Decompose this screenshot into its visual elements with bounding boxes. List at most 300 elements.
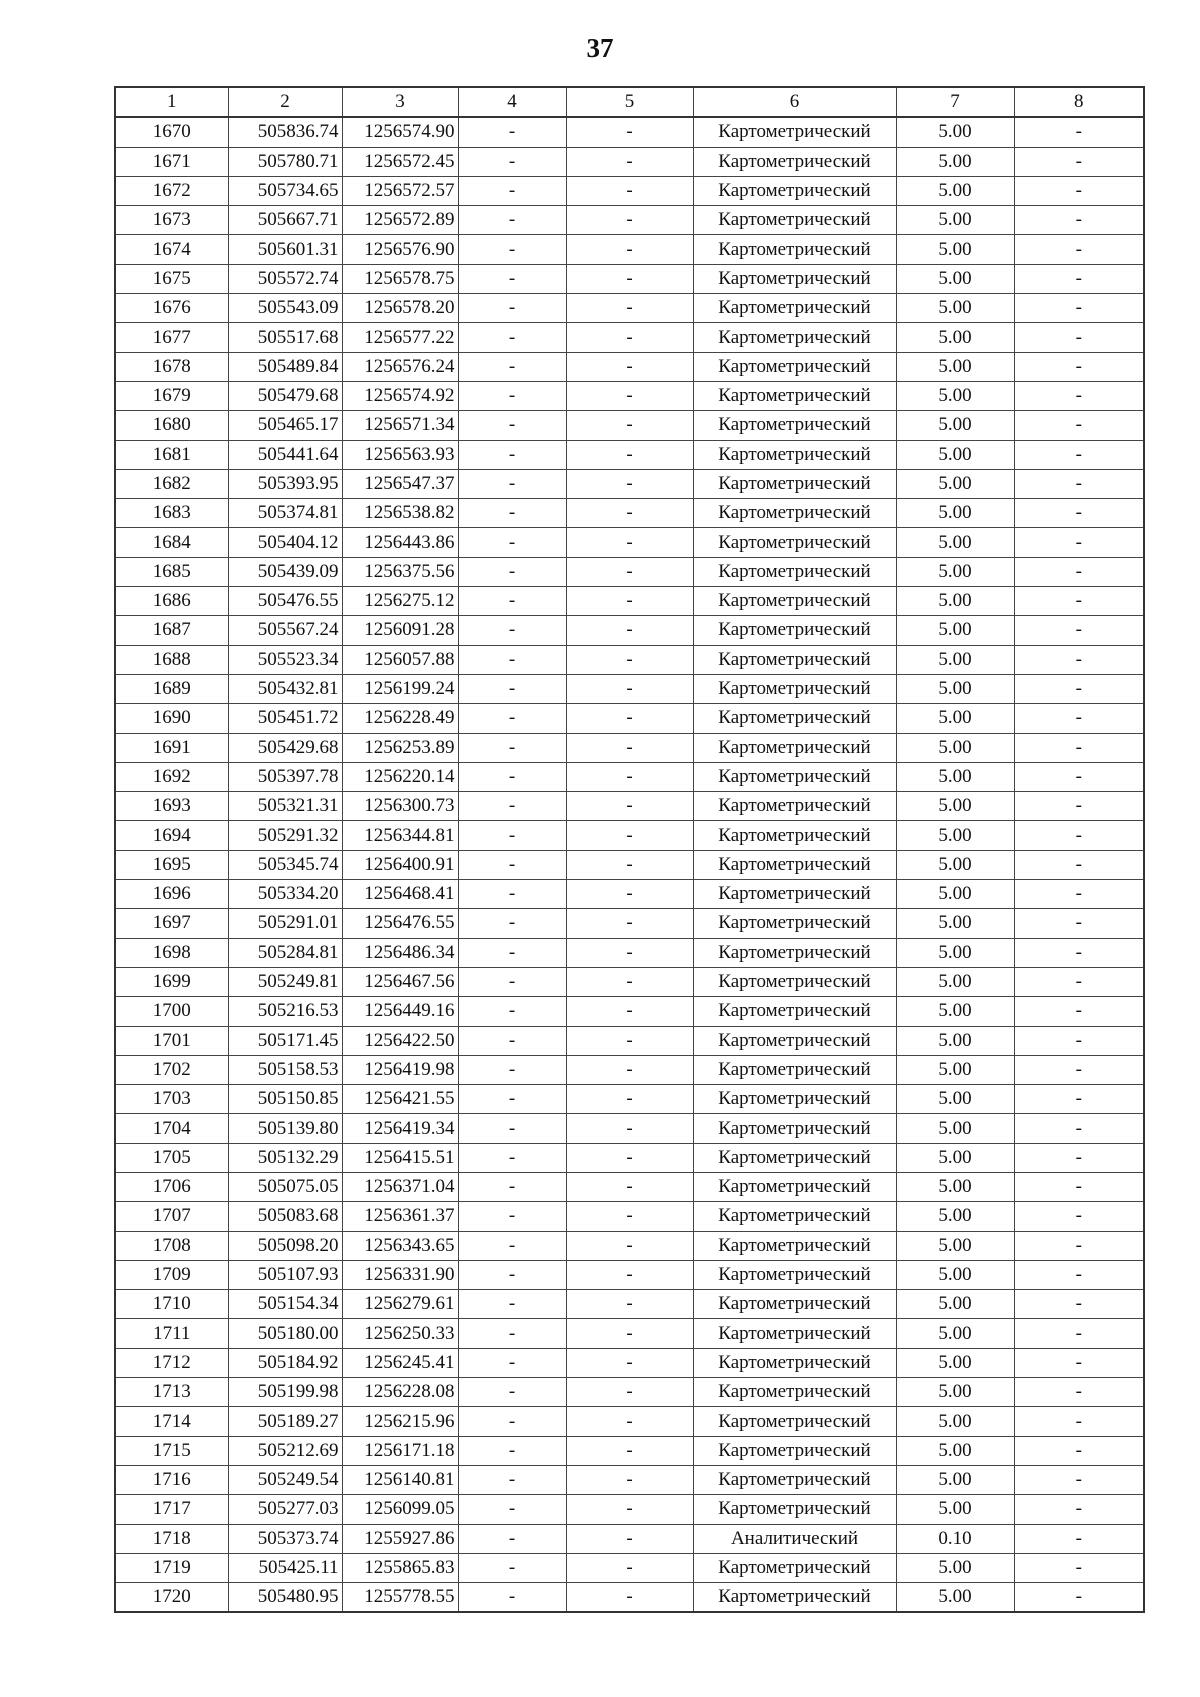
accuracy-cell: 5.00 <box>896 1085 1014 1114</box>
col-8-value-cell: - <box>1014 499 1144 528</box>
point-number-cell: 1673 <box>115 206 228 235</box>
method-cell: Картометрический <box>693 323 896 352</box>
col-5-value-cell: - <box>566 1172 693 1201</box>
method-cell: Картометрический <box>693 792 896 821</box>
col-4-value-cell: - <box>458 909 566 938</box>
point-number-cell: 1677 <box>115 323 228 352</box>
table-row <box>115 147 1144 176</box>
col-5-value-cell: - <box>566 1378 693 1407</box>
y-coordinate-cell: 1256572.57 <box>342 176 458 205</box>
y-coordinate-cell: 1256572.45 <box>342 147 458 176</box>
accuracy-cell: 5.00 <box>896 411 1014 440</box>
x-coordinate-cell: 505404.12 <box>228 528 342 557</box>
point-number-cell: 1697 <box>115 909 228 938</box>
col-4-value-cell: - <box>458 440 566 469</box>
col-4-value-cell: - <box>458 1143 566 1172</box>
x-coordinate-cell: 505150.85 <box>228 1085 342 1114</box>
col-8-value-cell: - <box>1014 645 1144 674</box>
col-5-value-cell: - <box>566 674 693 703</box>
method-cell: Картометрический <box>693 117 896 147</box>
method-cell: Картометрический <box>693 1114 896 1143</box>
x-coordinate-cell: 505277.03 <box>228 1495 342 1524</box>
col-5-value-cell: - <box>566 1524 693 1553</box>
method-cell: Картометрический <box>693 1231 896 1260</box>
col-5-value-cell: - <box>566 1436 693 1465</box>
accuracy-cell: 5.00 <box>896 440 1014 469</box>
col-5-value-cell: - <box>566 850 693 879</box>
table-row <box>115 909 1144 938</box>
y-coordinate-cell: 1256571.34 <box>342 411 458 440</box>
x-coordinate-cell: 505601.31 <box>228 235 342 264</box>
x-coordinate-cell: 505291.01 <box>228 909 342 938</box>
y-coordinate-cell: 1256361.37 <box>342 1202 458 1231</box>
x-coordinate-cell: 505373.74 <box>228 1524 342 1553</box>
col-5-value-cell: - <box>566 1055 693 1084</box>
col-5-value-cell: - <box>566 762 693 791</box>
accuracy-cell: 5.00 <box>896 1583 1014 1613</box>
accuracy-cell: 5.00 <box>896 645 1014 674</box>
accuracy-cell: 5.00 <box>896 587 1014 616</box>
method-cell: Картометрический <box>693 1172 896 1201</box>
table-row <box>115 469 1144 498</box>
col-8-value-cell: - <box>1014 469 1144 498</box>
point-number-cell: 1676 <box>115 294 228 323</box>
method-cell: Картометрический <box>693 1202 896 1231</box>
y-coordinate-cell: 1256572.89 <box>342 206 458 235</box>
method-cell: Картометрический <box>693 821 896 850</box>
y-coordinate-cell: 1256215.96 <box>342 1407 458 1436</box>
method-cell: Картометрический <box>693 1319 896 1348</box>
col-8-value-cell: - <box>1014 821 1144 850</box>
x-coordinate-cell: 505107.93 <box>228 1260 342 1289</box>
col-8-value-cell: - <box>1014 1407 1144 1436</box>
col-5-value-cell: - <box>566 1319 693 1348</box>
table-row <box>115 206 1144 235</box>
point-number-cell: 1699 <box>115 967 228 996</box>
method-cell: Картометрический <box>693 762 896 791</box>
method-cell: Картометрический <box>693 616 896 645</box>
y-coordinate-cell: 1256279.61 <box>342 1290 458 1319</box>
accuracy-cell: 5.00 <box>896 1172 1014 1201</box>
x-coordinate-cell: 505083.68 <box>228 1202 342 1231</box>
accuracy-cell: 5.00 <box>896 1055 1014 1084</box>
point-number-cell: 1698 <box>115 938 228 967</box>
point-number-cell: 1696 <box>115 880 228 909</box>
accuracy-cell: 5.00 <box>896 1495 1014 1524</box>
accuracy-cell: 5.00 <box>896 147 1014 176</box>
col-4-value-cell: - <box>458 1553 566 1582</box>
x-coordinate-cell: 505836.74 <box>228 117 342 147</box>
point-number-cell: 1718 <box>115 1524 228 1553</box>
col-8-value-cell: - <box>1014 1348 1144 1377</box>
point-number-cell: 1710 <box>115 1290 228 1319</box>
table-row <box>115 1172 1144 1201</box>
col-8-value-cell: - <box>1014 117 1144 147</box>
point-number-cell: 1683 <box>115 499 228 528</box>
accuracy-cell: 5.00 <box>896 997 1014 1026</box>
y-coordinate-cell: 1256577.22 <box>342 323 458 352</box>
point-number-cell: 1692 <box>115 762 228 791</box>
table-row <box>115 880 1144 909</box>
point-number-cell: 1709 <box>115 1260 228 1289</box>
col-4-value-cell: - <box>458 850 566 879</box>
y-coordinate-cell: 1256228.08 <box>342 1378 458 1407</box>
col-8-value-cell: - <box>1014 587 1144 616</box>
accuracy-cell: 5.00 <box>896 1553 1014 1582</box>
col-4-value-cell: - <box>458 469 566 498</box>
y-coordinate-cell: 1255778.55 <box>342 1583 458 1613</box>
accuracy-cell: 5.00 <box>896 176 1014 205</box>
x-coordinate-cell: 505441.64 <box>228 440 342 469</box>
method-cell: Картометрический <box>693 704 896 733</box>
table-row <box>115 411 1144 440</box>
col-5-value-cell: - <box>566 469 693 498</box>
col-8-value-cell: - <box>1014 850 1144 879</box>
col-8-value-cell: - <box>1014 147 1144 176</box>
accuracy-cell: 5.00 <box>896 381 1014 410</box>
x-coordinate-cell: 505479.68 <box>228 381 342 410</box>
y-coordinate-cell: 1256578.75 <box>342 264 458 293</box>
method-cell: Картометрический <box>693 469 896 498</box>
method-cell: Картометрический <box>693 733 896 762</box>
x-coordinate-cell: 505425.11 <box>228 1553 342 1582</box>
col-5-value-cell: - <box>566 235 693 264</box>
method-cell: Картометрический <box>693 264 896 293</box>
table-row <box>115 117 1144 147</box>
col-8-value-cell: - <box>1014 1465 1144 1494</box>
col-4-value-cell: - <box>458 1026 566 1055</box>
x-coordinate-cell: 505429.68 <box>228 733 342 762</box>
point-number-cell: 1682 <box>115 469 228 498</box>
y-coordinate-cell: 1256421.55 <box>342 1085 458 1114</box>
col-5-value-cell: - <box>566 821 693 850</box>
table-row <box>115 1085 1144 1114</box>
accuracy-cell: 0.10 <box>896 1524 1014 1553</box>
method-cell: Картометрический <box>693 1495 896 1524</box>
accuracy-cell: 5.00 <box>896 1143 1014 1172</box>
col-4-value-cell: - <box>458 352 566 381</box>
accuracy-cell: 5.00 <box>896 117 1014 147</box>
method-cell: Картометрический <box>693 880 896 909</box>
y-coordinate-cell: 1256486.34 <box>342 938 458 967</box>
col-5-value-cell: - <box>566 587 693 616</box>
col-4-value-cell: - <box>458 557 566 586</box>
table-row <box>115 1495 1144 1524</box>
method-cell: Картометрический <box>693 294 896 323</box>
col-8-value-cell: - <box>1014 616 1144 645</box>
y-coordinate-cell: 1256563.93 <box>342 440 458 469</box>
x-coordinate-cell: 505476.55 <box>228 587 342 616</box>
col-4-value-cell: - <box>458 1202 566 1231</box>
table-body <box>115 117 1144 1612</box>
accuracy-cell: 5.00 <box>896 1202 1014 1231</box>
y-coordinate-cell: 1256415.51 <box>342 1143 458 1172</box>
accuracy-cell: 5.00 <box>896 1290 1014 1319</box>
col-8-value-cell: - <box>1014 1172 1144 1201</box>
table-row <box>115 557 1144 586</box>
y-coordinate-cell: 1256574.92 <box>342 381 458 410</box>
table-row <box>115 1583 1144 1613</box>
col-4-value-cell: - <box>458 1495 566 1524</box>
col-5-value-cell: - <box>566 1495 693 1524</box>
method-cell: Картометрический <box>693 1583 896 1613</box>
col-4-value-cell: - <box>458 176 566 205</box>
col-5-value-cell: - <box>566 1026 693 1055</box>
table-row <box>115 1524 1144 1553</box>
page-number: 37 <box>586 33 614 63</box>
method-cell: Картометрический <box>693 1143 896 1172</box>
y-coordinate-cell: 1256422.50 <box>342 1026 458 1055</box>
table-row <box>115 938 1144 967</box>
col-4-value-cell: - <box>458 528 566 557</box>
method-cell: Аналитический <box>693 1524 896 1553</box>
accuracy-cell: 5.00 <box>896 1260 1014 1289</box>
col-5-value-cell: - <box>566 440 693 469</box>
col-8-value-cell: - <box>1014 1202 1144 1231</box>
point-number-cell: 1684 <box>115 528 228 557</box>
table-row <box>115 1143 1144 1172</box>
accuracy-cell: 5.00 <box>896 1465 1014 1494</box>
table-row <box>115 1465 1144 1494</box>
col-5-value-cell: - <box>566 997 693 1026</box>
x-coordinate-cell: 505199.98 <box>228 1378 342 1407</box>
x-coordinate-cell: 505432.81 <box>228 674 342 703</box>
col-4-value-cell: - <box>458 1319 566 1348</box>
accuracy-cell: 5.00 <box>896 264 1014 293</box>
col-8-value-cell: - <box>1014 967 1144 996</box>
method-cell: Картометрический <box>693 206 896 235</box>
point-number-cell: 1671 <box>115 147 228 176</box>
col-4-value-cell: - <box>458 294 566 323</box>
col-4-value-cell: - <box>458 792 566 821</box>
y-coordinate-cell: 1256574.90 <box>342 117 458 147</box>
method-cell: Картометрический <box>693 499 896 528</box>
accuracy-cell: 5.00 <box>896 850 1014 879</box>
col-8-value-cell: - <box>1014 528 1144 557</box>
col-8-value-cell: - <box>1014 997 1144 1026</box>
y-coordinate-cell: 1256253.89 <box>342 733 458 762</box>
col-8-value-cell: - <box>1014 294 1144 323</box>
col-8-value-cell: - <box>1014 1553 1144 1582</box>
x-coordinate-cell: 505465.17 <box>228 411 342 440</box>
table-row <box>115 1319 1144 1348</box>
accuracy-cell: 5.00 <box>896 674 1014 703</box>
x-coordinate-cell: 505543.09 <box>228 294 342 323</box>
col-5-value-cell: - <box>566 1553 693 1582</box>
accuracy-cell: 5.00 <box>896 967 1014 996</box>
method-cell: Картометрический <box>693 440 896 469</box>
table-row <box>115 1114 1144 1143</box>
col-4-value-cell: - <box>458 645 566 674</box>
y-coordinate-cell: 1256419.34 <box>342 1114 458 1143</box>
col-5-value-cell: - <box>566 499 693 528</box>
point-number-cell: 1694 <box>115 821 228 850</box>
col-8-value-cell: - <box>1014 1085 1144 1114</box>
accuracy-cell: 5.00 <box>896 880 1014 909</box>
table-row <box>115 323 1144 352</box>
y-coordinate-cell: 1256199.24 <box>342 674 458 703</box>
col-5-value-cell: - <box>566 938 693 967</box>
x-coordinate-cell: 505180.00 <box>228 1319 342 1348</box>
col-5-value-cell: - <box>566 528 693 557</box>
y-coordinate-cell: 1256467.56 <box>342 967 458 996</box>
accuracy-cell: 5.00 <box>896 1026 1014 1055</box>
point-number-cell: 1705 <box>115 1143 228 1172</box>
column-header: 4 <box>458 87 566 117</box>
y-coordinate-cell: 1256375.56 <box>342 557 458 586</box>
col-8-value-cell: - <box>1014 235 1144 264</box>
method-cell: Картометрический <box>693 1378 896 1407</box>
col-4-value-cell: - <box>458 1407 566 1436</box>
method-cell: Картометрический <box>693 1436 896 1465</box>
point-number-cell: 1681 <box>115 440 228 469</box>
table-row <box>115 587 1144 616</box>
col-5-value-cell: - <box>566 1143 693 1172</box>
y-coordinate-cell: 1256099.05 <box>342 1495 458 1524</box>
x-coordinate-cell: 505098.20 <box>228 1231 342 1260</box>
method-cell: Картометрический <box>693 1026 896 1055</box>
col-8-value-cell: - <box>1014 264 1144 293</box>
method-cell: Картометрический <box>693 850 896 879</box>
y-coordinate-cell: 1256300.73 <box>342 792 458 821</box>
col-4-value-cell: - <box>458 147 566 176</box>
col-4-value-cell: - <box>458 1583 566 1613</box>
accuracy-cell: 5.00 <box>896 792 1014 821</box>
table-row <box>115 1553 1144 1582</box>
y-coordinate-cell: 1256275.12 <box>342 587 458 616</box>
point-number-cell: 1688 <box>115 645 228 674</box>
col-8-value-cell: - <box>1014 674 1144 703</box>
accuracy-cell: 5.00 <box>896 1319 1014 1348</box>
accuracy-cell: 5.00 <box>896 821 1014 850</box>
y-coordinate-cell: 1256538.82 <box>342 499 458 528</box>
col-5-value-cell: - <box>566 733 693 762</box>
col-5-value-cell: - <box>566 645 693 674</box>
point-number-cell: 1693 <box>115 792 228 821</box>
col-4-value-cell: - <box>458 1260 566 1289</box>
method-cell: Картометрический <box>693 176 896 205</box>
col-8-value-cell: - <box>1014 352 1144 381</box>
y-coordinate-cell: 1256220.14 <box>342 762 458 791</box>
col-8-value-cell: - <box>1014 557 1144 586</box>
table-row <box>115 1407 1144 1436</box>
col-4-value-cell: - <box>458 616 566 645</box>
point-number-cell: 1691 <box>115 733 228 762</box>
table-row <box>115 1348 1144 1377</box>
point-number-cell: 1706 <box>115 1172 228 1201</box>
method-cell: Картометрический <box>693 1055 896 1084</box>
col-8-value-cell: - <box>1014 880 1144 909</box>
method-cell: Картометрический <box>693 235 896 264</box>
table-row <box>115 264 1144 293</box>
accuracy-cell: 5.00 <box>896 1378 1014 1407</box>
col-4-value-cell: - <box>458 323 566 352</box>
col-8-value-cell: - <box>1014 1378 1144 1407</box>
y-coordinate-cell: 1256547.37 <box>342 469 458 498</box>
col-8-value-cell: - <box>1014 704 1144 733</box>
col-5-value-cell: - <box>566 1202 693 1231</box>
accuracy-cell: 5.00 <box>896 733 1014 762</box>
col-8-value-cell: - <box>1014 323 1144 352</box>
table-row <box>115 733 1144 762</box>
coordinates-table <box>114 86 1145 1613</box>
table-row <box>115 1378 1144 1407</box>
method-cell: Картометрический <box>693 528 896 557</box>
column-header: 7 <box>896 87 1014 117</box>
y-coordinate-cell: 1256228.49 <box>342 704 458 733</box>
y-coordinate-cell: 1256449.16 <box>342 997 458 1026</box>
col-4-value-cell: - <box>458 762 566 791</box>
table-row <box>115 1231 1144 1260</box>
point-number-cell: 1712 <box>115 1348 228 1377</box>
x-coordinate-cell: 505480.95 <box>228 1583 342 1613</box>
col-5-value-cell: - <box>566 1260 693 1289</box>
col-4-value-cell: - <box>458 821 566 850</box>
x-coordinate-cell: 505397.78 <box>228 762 342 791</box>
point-number-cell: 1686 <box>115 587 228 616</box>
col-4-value-cell: - <box>458 411 566 440</box>
col-4-value-cell: - <box>458 206 566 235</box>
column-header: 3 <box>342 87 458 117</box>
x-coordinate-cell: 505171.45 <box>228 1026 342 1055</box>
table-row <box>115 850 1144 879</box>
y-coordinate-cell: 1256250.33 <box>342 1319 458 1348</box>
col-5-value-cell: - <box>566 1407 693 1436</box>
col-8-value-cell: - <box>1014 909 1144 938</box>
col-5-value-cell: - <box>566 557 693 586</box>
table-row <box>115 1202 1144 1231</box>
method-cell: Картометрический <box>693 352 896 381</box>
table-row <box>115 1290 1144 1319</box>
x-coordinate-cell: 505158.53 <box>228 1055 342 1084</box>
col-4-value-cell: - <box>458 733 566 762</box>
x-coordinate-cell: 505184.92 <box>228 1348 342 1377</box>
x-coordinate-cell: 505212.69 <box>228 1436 342 1465</box>
col-5-value-cell: - <box>566 616 693 645</box>
col-5-value-cell: - <box>566 1231 693 1260</box>
col-4-value-cell: - <box>458 264 566 293</box>
table-row <box>115 176 1144 205</box>
x-coordinate-cell: 505249.54 <box>228 1465 342 1494</box>
x-coordinate-cell: 505249.81 <box>228 967 342 996</box>
col-8-value-cell: - <box>1014 1319 1144 1348</box>
accuracy-cell: 5.00 <box>896 762 1014 791</box>
col-8-value-cell: - <box>1014 1114 1144 1143</box>
point-number-cell: 1695 <box>115 850 228 879</box>
col-5-value-cell: - <box>566 264 693 293</box>
x-coordinate-cell: 505132.29 <box>228 1143 342 1172</box>
method-cell: Картометрический <box>693 997 896 1026</box>
accuracy-cell: 5.00 <box>896 1114 1014 1143</box>
table-row <box>115 762 1144 791</box>
col-5-value-cell: - <box>566 1114 693 1143</box>
point-number-cell: 1680 <box>115 411 228 440</box>
table-row <box>115 352 1144 381</box>
col-5-value-cell: - <box>566 206 693 235</box>
table-row <box>115 997 1144 1026</box>
x-coordinate-cell: 505374.81 <box>228 499 342 528</box>
method-cell: Картометрический <box>693 645 896 674</box>
x-coordinate-cell: 505439.09 <box>228 557 342 586</box>
y-coordinate-cell: 1256091.28 <box>342 616 458 645</box>
col-5-value-cell: - <box>566 967 693 996</box>
table-row <box>115 1026 1144 1055</box>
col-4-value-cell: - <box>458 117 566 147</box>
point-number-cell: 1678 <box>115 352 228 381</box>
point-number-cell: 1713 <box>115 1378 228 1407</box>
col-4-value-cell: - <box>458 381 566 410</box>
point-number-cell: 1720 <box>115 1583 228 1613</box>
